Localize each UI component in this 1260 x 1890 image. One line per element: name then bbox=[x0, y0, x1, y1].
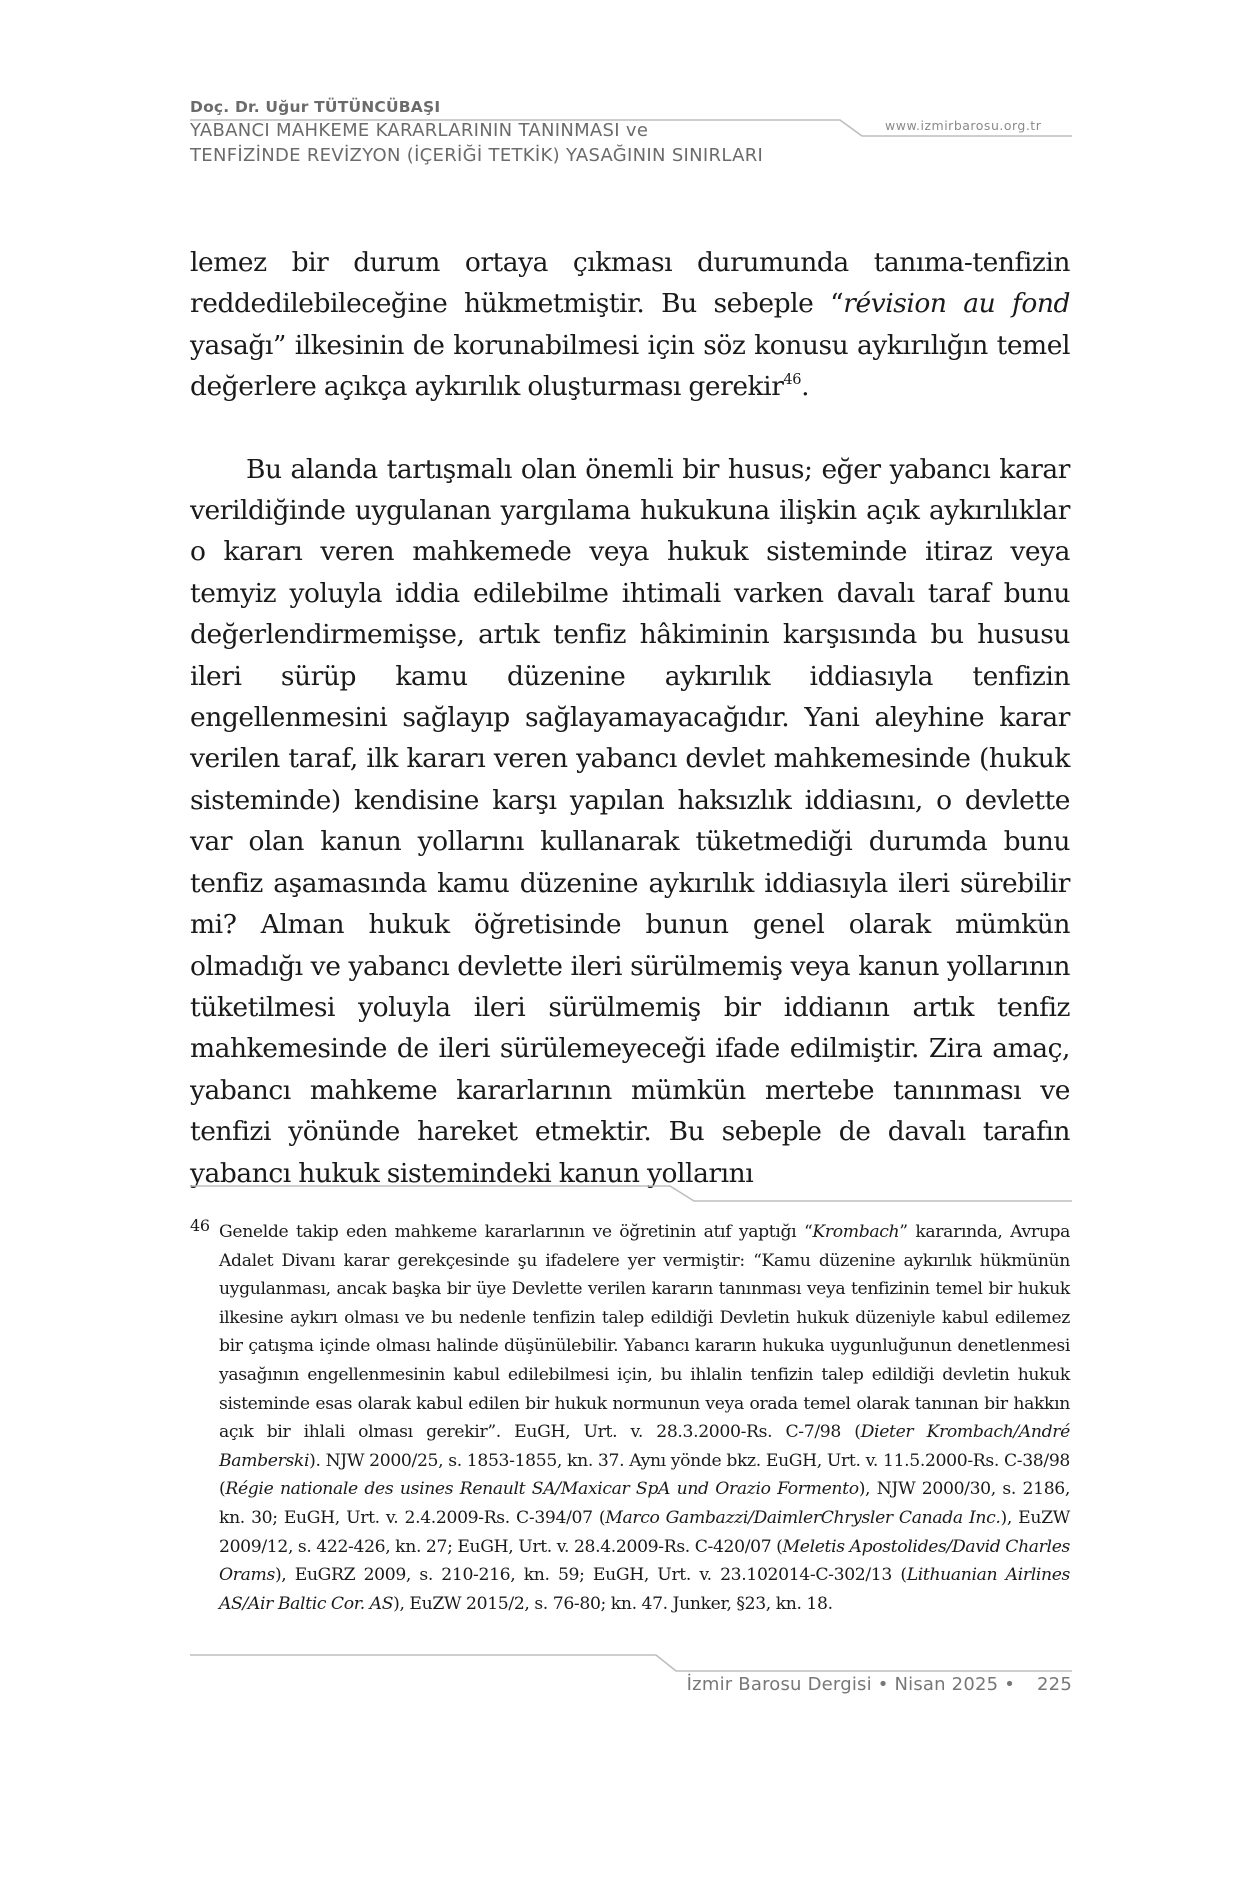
fn-italic-5: Meletis Apostolides/David Charles Orams bbox=[219, 1536, 1070, 1586]
fn-italic-1: Krombach bbox=[812, 1222, 900, 1242]
p1-text-end: . bbox=[801, 371, 810, 403]
fn-text-7: ), EuZW 2015/2, s. 76-80; kn. 47. Junker, §23, kn. 18. bbox=[393, 1593, 833, 1614]
footnote-46 bbox=[190, 1218, 1070, 1618]
paragraph-2: Bu alanda tartışmalı olan önemli bir husus; eğer yabancı karar verildiğinde uygulanan yargılama hukukuna ilişkin açık aykırılıklar o kararı veren mahkemede veya hukuk sisteminde itiraz veya temyiz yoluyla iddia edilebilme ihtimali varken davalı taraf bunu değerlendirmemişse, artık tenfiz hâkiminin karşısında bu hususu ileri sürüp kamu düzenine aykırılık iddiasıyla tenfizin engellenmesini sağlayıp sağlayamayacağıdır. Yani aleyhine karar verilen taraf, ilk kararı veren yabancı devlet mahkemesinde (hukuk sisteminde) kendisine karşı yapılan haksızlık iddiasını, o devlette var olan kanun yollarını kullanarak tüketmediği durumda bunu tenfiz aşamasında kamu düzenine aykırılık iddiasıyla ileri sürebilir mi? Alman hukuk öğretisinde bunun genel olarak mümkün olmadığı ve yabancı devlette ileri sürülmemiş veya kanun yollarının tüketilmesi yoluyla ileri sürülmemiş bir iddianın artık tenfiz mahkemesinde de ileri sürülemeyeceği ifade edilmiştir. Zira amaç, yabancı mahkeme kararlarının mümkün mertebe tanınması ve tenfizi yönünde hareket etmektir. Bu sebeple de davalı tarafın yabancı hukuk sistemindeki kanun yollarını bbox=[190, 453, 1070, 1189]
fn-italic-3: Régie nationale des usines Renault SA/Maxicar SpA und Orazio Formento bbox=[225, 1479, 859, 1500]
fn-italic-2: Dieter Krombach/André Bamberski bbox=[219, 1422, 1070, 1471]
p1-text-a: lemez bir durum ortaya çıkması durumunda tanıma-tenfizin reddedilebileceğine hükmetmiştir. Bu sebeple “ bbox=[190, 247, 1070, 320]
p1-text-b: yasağı” ilkesinin de korunabilmesi için söz konusu aykırılığın temel değerlere açıkça aykırılık oluşturması gerekir bbox=[190, 329, 1070, 403]
journal-name: İzmir Barosu Dergisi • Nisan 2025 • bbox=[686, 1674, 1016, 1695]
fn-text-6: ), EuGRZ 2009, s. 210-216, kn. 59; EuGH, Urt. v. 23.102014-C-302/13 ( bbox=[274, 1565, 907, 1586]
paragraph-1 bbox=[190, 242, 1070, 408]
footnotes bbox=[190, 1218, 1070, 1618]
author-name: Doç. Dr. Uğur TÜTÜNCÜBAŞI bbox=[190, 98, 441, 116]
article-title-line-2: TENFİZİNDE REVİZYON (İÇERİĞİ TETKİK) YASAĞININ SINIRLARI bbox=[190, 145, 764, 166]
fn-italic-6: Lithuanian Airlines AS/Air Baltic Cor. AS bbox=[219, 1565, 1070, 1614]
page-number: 225 bbox=[1037, 1674, 1072, 1695]
page-footer bbox=[678, 1674, 1072, 1695]
footnote-reference[interactable]: 46 bbox=[783, 371, 802, 389]
footnote-number: 46 bbox=[190, 1216, 210, 1235]
website-url: www.izmirbarosu.org.tr bbox=[885, 118, 1042, 133]
fn-italic-4: Marco Gambazzi/DaimlerChrysler Canada Inc. bbox=[605, 1507, 1001, 1528]
p1-italic-term: révision au fond bbox=[843, 288, 1070, 320]
body-text bbox=[190, 242, 1070, 1194]
fn-text-3: ). NJW 2000/25, s. 1853-1855, kn. 37. Aynı yönde bkz. EuGH, Urt. v. 11.5.2000-Rs. C-38/98 ( bbox=[219, 1450, 1070, 1500]
fn-text-1: Genelde takip eden mahkeme kararlarının ve öğretinin atıf yaptığı “ bbox=[219, 1222, 813, 1242]
fn-text-4: ), NJW 2000/30, s. 2186, kn. 30; EuGH, Urt. v. 2.4.2009-Rs. C-394/07 ( bbox=[219, 1479, 1071, 1528]
fn-text-5: ), EuZW 2009/12, s. 422-426, kn. 27; EuGH, Urt. v. 28.4.2009-Rs. C-420/07 ( bbox=[219, 1507, 1070, 1557]
article-title-line-1: YABANCI MAHKEME KARARLARININ TANINMASI ve bbox=[190, 120, 649, 141]
fn-text-2: ” kararında, Avrupa Adalet Divanı karar gerekçesinde şu ifadelere yer vermiştir: “Kamu düzenine aykırılık hükmünün uygulanması, ancak başka bir üye Devlette verilen kararın tanınması veya tenfizinin temel bir hukuk ilkesine aykırı olması ve bu nedenle tenfizin talep edildiği Devletin hukuk düzeniyle kabul edilemez bir çatışma içinde olması halinde düşünülebilir. Yabancı kararın hukuka uygunluğunun denetlenmesi yasağının engellenmesinin kabul edilebilmesi için, bu ihlalin tenfizin talep edildiği devletin hukuk sisteminde esas olarak kabul edilen bir hukuk normunun veya orada temel olarak tanınan bir hakkın açık bir ihlali olması gerekir”. EuGH, Urt. v. 28.3.2000-Rs. C-7/98 ( bbox=[219, 1222, 1070, 1443]
